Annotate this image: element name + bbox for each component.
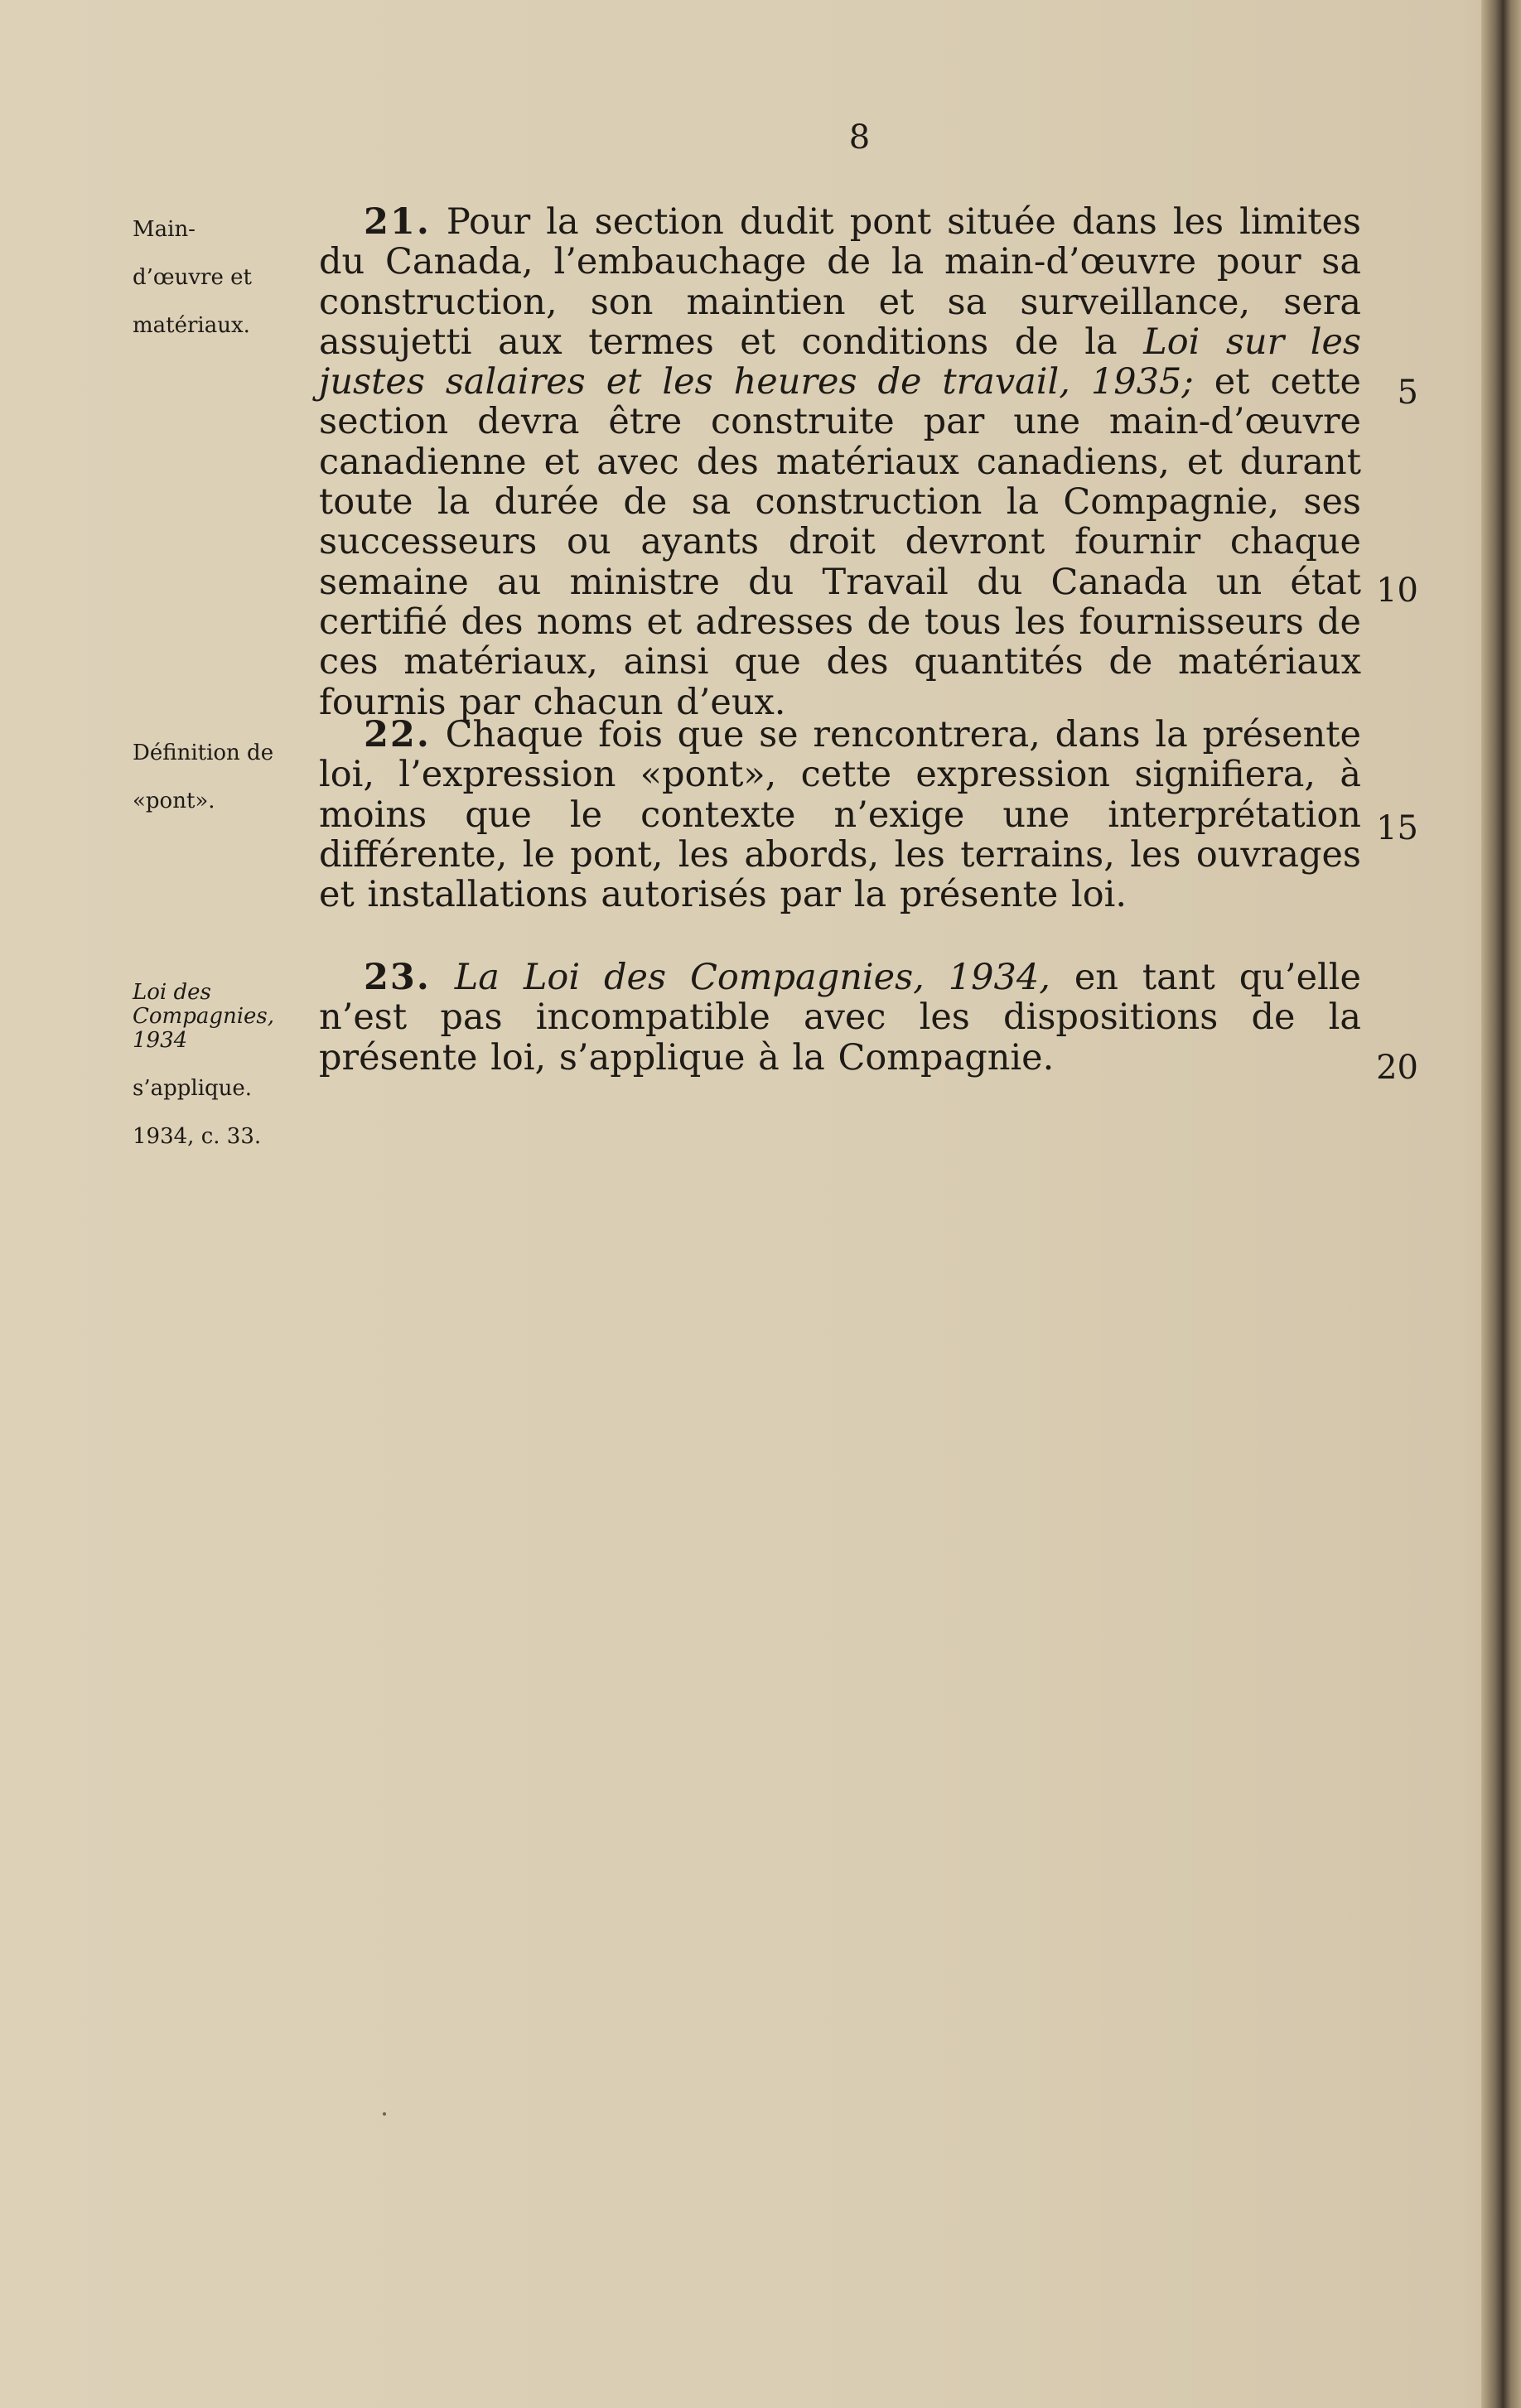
margin-note-line: s’applique. — [133, 1076, 253, 1101]
margin-note-line: matériaux. — [133, 313, 250, 338]
margin-note-section-23 — [133, 957, 298, 1173]
section-text: en tant qu’elle n’est pas incompatible avec les dispositions de la présente loi, s’applique à la Compagnie. — [319, 957, 1361, 1079]
margin-note-section-22 — [133, 717, 298, 837]
line-number: 15 — [1376, 809, 1418, 847]
binding-edge — [1481, 0, 1521, 2408]
paper-speck — [383, 2112, 386, 2116]
section-23-paragraph — [319, 958, 1361, 1078]
margin-note-line: 1934, c. 33. — [133, 1124, 262, 1149]
margin-note-line: Loi des Compagnies, 1934 — [133, 980, 275, 1053]
act-title: La Loi des Compagnies, 1934, — [454, 957, 1050, 998]
section-number: 23. — [364, 957, 431, 998]
section-text: Chaque fois que se rencontrera, dans la présente loi, l’expression «pont», cette expression signifiera, à moins que le contexte n’exige une interprétation différente, le pont, les abords, les terrains, les ouvrages et installations autorisés par la présente loi. — [319, 714, 1361, 916]
line-number: 20 — [1376, 1049, 1418, 1087]
section-text: Pour la section dudit pont située dans les limites du Canada, l’embauchage de la main-d’œuvre pour sa construction, son maintien et sa surveillance, sera assujetti aux termes et conditions de la — [319, 201, 1361, 363]
margin-note-line: d’œuvre et — [133, 265, 252, 290]
margin-note-line: Définition de — [133, 741, 274, 765]
section-text: et cette section devra être construite par une main-d’œuvre canadienne et avec des matériaux canadiens, et durant toute la durée de sa construction la Compagnie, ses successeurs ou ayants droit devront fournir chaque semaine au ministre du Travail du Canada un état certifié des noms et adresses de tous les fournisseurs de ces matériaux, ainsi que des quantités de matériaux fournis par chacun d’eux. — [319, 361, 1361, 723]
act-title: Loi sur les justes salaires et les heures de travail, 1935; — [319, 321, 1361, 403]
section-22-paragraph — [319, 715, 1361, 914]
line-number: 5 — [1397, 374, 1418, 412]
margin-note-section-21 — [133, 194, 298, 362]
margin-note-line: Main- — [133, 217, 196, 242]
section-number: 21. — [364, 201, 431, 243]
line-number: 10 — [1376, 572, 1418, 610]
section-number: 22. — [364, 714, 431, 755]
margin-note-line: «pont». — [133, 789, 215, 813]
page-number: 8 — [848, 118, 871, 157]
section-21-paragraph — [319, 202, 1361, 722]
